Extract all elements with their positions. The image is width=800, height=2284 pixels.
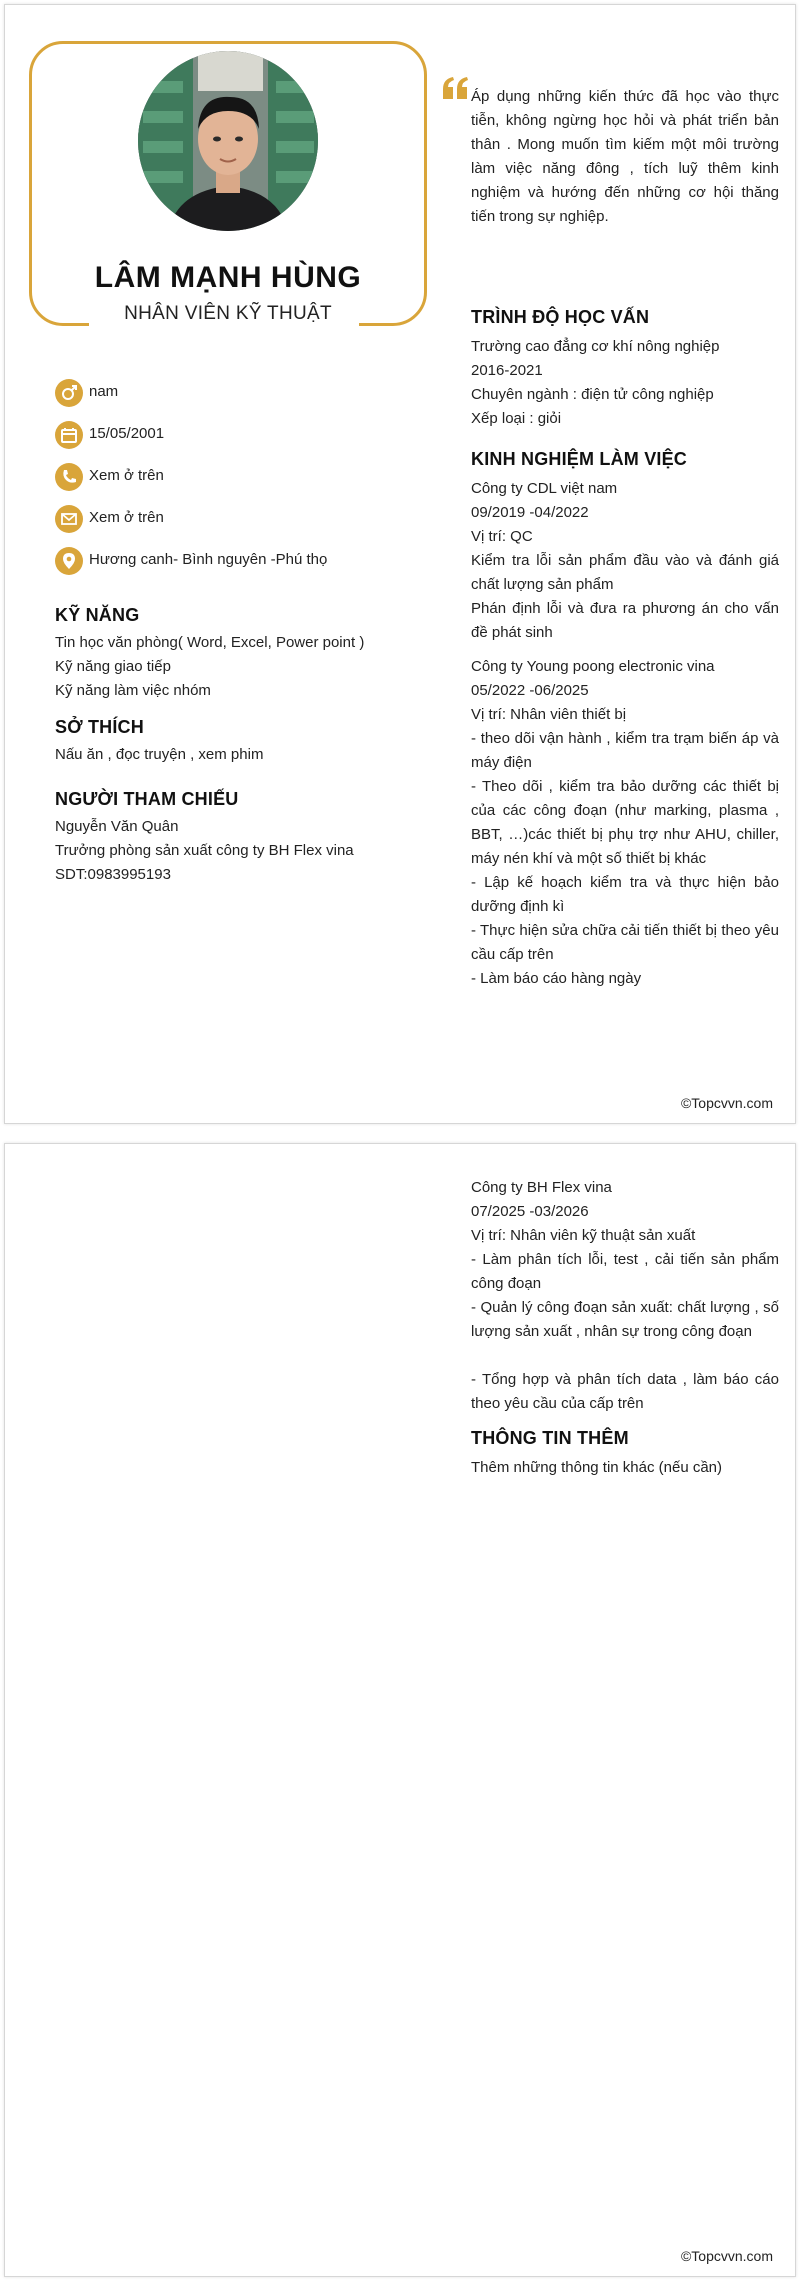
gender-icon bbox=[55, 379, 83, 407]
job-detail: Kiểm tra lỗi sản phẩm đầu vào và đánh giá chất lượng sản phẩm bbox=[471, 552, 779, 593]
experience-heading: KINH NGHIỆM LÀM VIỆC bbox=[471, 449, 688, 469]
quote-icon bbox=[441, 75, 471, 105]
additional-heading: THÔNG TIN THÊM bbox=[471, 1428, 629, 1448]
page-footer: ©Topcvvn.com bbox=[680, 1095, 773, 1111]
education-grade: Xếp loại : giỏi bbox=[471, 410, 562, 427]
cv-page-1 bbox=[4, 4, 796, 1124]
page-footer: ©Topcvvn.com bbox=[680, 2248, 773, 2264]
calendar-icon bbox=[55, 421, 83, 449]
job-period: 09/2019 -04/2022 bbox=[471, 504, 589, 521]
job-role: Vị trí: QC bbox=[471, 528, 533, 545]
phone-icon bbox=[55, 463, 83, 491]
job-detail: - Thực hiện sửa chữa cải tiến thiết bị theo yêu cầu cấp trên bbox=[471, 922, 779, 963]
job-period: 07/2025 -03/2026 bbox=[471, 1203, 589, 1220]
cv-page-2 bbox=[4, 1143, 796, 2277]
job-role: Vị trí: Nhân viên thiết bị bbox=[471, 706, 627, 723]
location-icon bbox=[55, 547, 83, 575]
skill-item: Kỹ năng làm việc nhóm bbox=[55, 682, 211, 699]
contact-address-value: Hương canh- Bình nguyên -Phú thọ bbox=[89, 551, 328, 568]
contact-birthday bbox=[55, 421, 415, 449]
education-major: Chuyên ngành : điện tử công nghiệp bbox=[471, 386, 714, 403]
contact-phone bbox=[55, 463, 415, 491]
skill-item: Kỹ năng giao tiếp bbox=[55, 658, 171, 675]
contact-address bbox=[55, 547, 415, 575]
job-detail: - theo dõi vận hành , kiểm tra trạm biến áp và máy điện bbox=[471, 730, 779, 771]
job-detail: Phán định lỗi và đưa ra phương án cho vấn đề phát sinh bbox=[471, 600, 779, 641]
skill-item: Tin học văn phòng( Word, Excel, Power point ) bbox=[55, 634, 365, 651]
job-detail: - Theo dõi , kiểm tra bảo dưỡng các thiết bị của các công đoạn (như marking, plasma , BBT, …)các thiết bị phụ trợ như AHU, chiller, máy nén khí và một số thiết bị khác bbox=[471, 778, 779, 867]
avatar-photo bbox=[138, 51, 318, 231]
candidate-name: LÂM MẠNH HÙNG bbox=[94, 261, 362, 294]
job-company: Công ty Young poong electronic vina bbox=[471, 658, 715, 675]
references-heading: NGƯỜI THAM CHIẾU bbox=[55, 789, 239, 809]
reference-name: Nguyễn Văn Quân bbox=[55, 818, 179, 835]
job-detail: - Làm phân tích lỗi, test , cải tiến sản phẩm công đoạn bbox=[471, 1251, 779, 1292]
contact-email-value: Xem ở trên bbox=[89, 509, 164, 526]
education-period: 2016-2021 bbox=[471, 362, 543, 379]
contact-birthday-value: 15/05/2001 bbox=[89, 425, 165, 442]
reference-position: Trưởng phòng sản xuất công ty BH Flex vina bbox=[55, 842, 354, 859]
avatar bbox=[138, 51, 318, 231]
additional-text: Thêm những thông tin khác (nếu cần) bbox=[471, 1459, 723, 1476]
email-icon bbox=[55, 505, 83, 533]
reference-phone: SDT:0983995193 bbox=[55, 866, 171, 883]
contact-phone-value: Xem ở trên bbox=[89, 467, 164, 484]
job-company: Công ty BH Flex vina bbox=[471, 1179, 612, 1196]
contact-gender-value: nam bbox=[89, 383, 119, 400]
candidate-title: NHÂN VIÊN KỸ THUẬT bbox=[124, 303, 332, 324]
job-period: 05/2022 -06/2025 bbox=[471, 682, 589, 699]
job-detail: - Lập kế hoạch kiểm tra và thực hiện bảo dưỡng định kì bbox=[471, 874, 779, 915]
hobbies-text: Nấu ăn , đọc truyện , xem phim bbox=[55, 746, 264, 763]
hobbies-heading: SỞ THÍCH bbox=[55, 717, 144, 737]
career-objective: Áp dụng những kiến thức đã học vào thực tiễn, không ngừng học hỏi và phát triển bản thân . Mong muốn tìm kiếm một môi trường làm việc năng đông , tích luỹ thêm kinh nghiệm và hướng đến những cơ hội thăng tiến trong sự nghiệp. bbox=[471, 88, 779, 225]
job-detail: - Làm báo cáo hàng ngày bbox=[471, 970, 642, 987]
education-heading: TRÌNH ĐỘ HỌC VẤN bbox=[471, 307, 650, 327]
contact-email bbox=[55, 505, 415, 533]
education-school: Trường cao đẳng cơ khí nông nghiệp bbox=[471, 338, 720, 355]
job-role: Vị trí: Nhân viên kỹ thuật sản xuất bbox=[471, 1227, 696, 1244]
contact-gender bbox=[55, 379, 415, 407]
job-detail: - Tổng hợp và phân tích data , làm báo cáo theo yêu cầu của cấp trên bbox=[471, 1371, 779, 1412]
skills-heading: KỸ NĂNG bbox=[55, 605, 140, 625]
job-company: Công ty CDL việt nam bbox=[471, 480, 618, 497]
job-detail: - Quản lý công đoạn sản xuất: chất lượng , số lượng sản xuất , nhân sự trong công đoạn bbox=[471, 1299, 779, 1340]
